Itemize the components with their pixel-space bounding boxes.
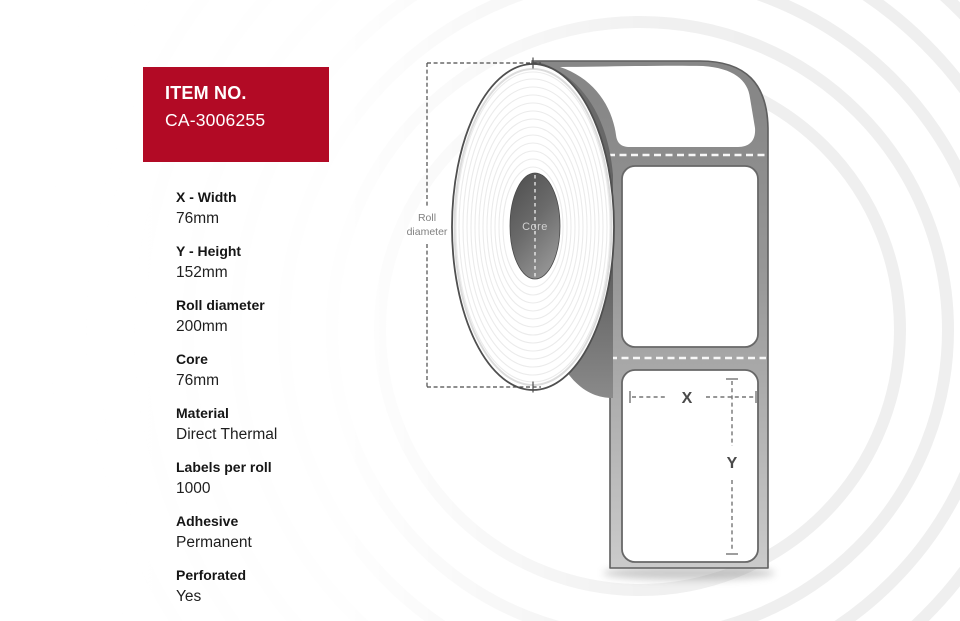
spec-label: Adhesive bbox=[176, 513, 239, 529]
spec-value: Direct Thermal bbox=[176, 426, 278, 443]
item-no-label: ITEM NO. bbox=[165, 83, 247, 103]
item-number: CA-3006255 bbox=[165, 109, 266, 130]
spec-label: Perforated bbox=[176, 567, 247, 583]
spec-row-x-width bbox=[176, 188, 386, 229]
label-2 bbox=[622, 166, 758, 347]
spec-value: Yes bbox=[176, 588, 202, 605]
spec-value: 76mm bbox=[176, 210, 220, 227]
item-number-badge bbox=[143, 67, 329, 162]
spec-value: 1000 bbox=[176, 480, 211, 497]
x-dimension-label: X bbox=[681, 390, 693, 407]
roll-diameter-annotation: Roll diameter bbox=[406, 212, 448, 239]
spec-row-y-height bbox=[176, 242, 386, 283]
spec-label: Y - Height bbox=[176, 243, 242, 259]
spec-row-perforated bbox=[176, 566, 386, 607]
spec-list bbox=[176, 188, 386, 620]
spec-row-labels-per-roll bbox=[176, 458, 386, 499]
y-dimension-label: Y bbox=[726, 455, 738, 472]
spec-value: Permanent bbox=[176, 534, 252, 551]
spec-row-adhesive bbox=[176, 512, 386, 553]
spec-label: X - Width bbox=[176, 189, 237, 205]
spec-label: Roll diameter bbox=[176, 297, 265, 313]
spec-value: 76mm bbox=[176, 372, 220, 389]
spec-label: Labels per roll bbox=[176, 459, 272, 475]
spec-row-roll-diameter bbox=[176, 296, 386, 337]
spec-row-material bbox=[176, 404, 386, 445]
spec-value: 200mm bbox=[176, 318, 228, 335]
spec-label: Core bbox=[176, 351, 208, 367]
spec-row-core bbox=[176, 350, 386, 391]
spec-label: Material bbox=[176, 405, 229, 421]
spec-value: 152mm bbox=[176, 264, 228, 281]
core-label: Core bbox=[522, 221, 548, 233]
